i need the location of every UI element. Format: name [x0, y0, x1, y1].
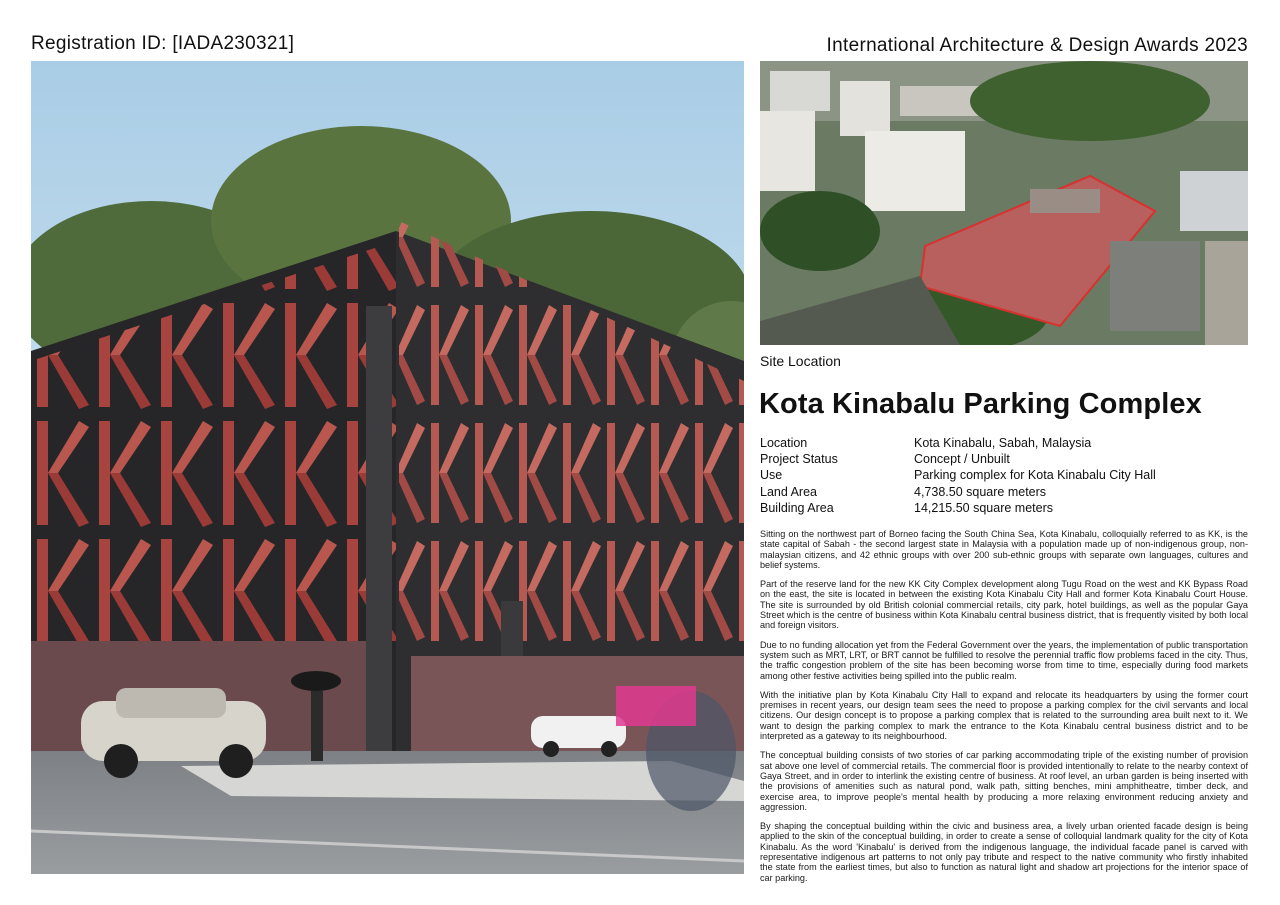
fact-row-land-area: [760, 484, 1248, 500]
project-description: [760, 529, 1248, 892]
fact-value: Kota Kinabalu, Sabah, Malaysia: [914, 436, 1092, 450]
description-paragraph: The conceptual building consists of two stories of car parking accommodating triple of the existing number of provision sat above one level of commercial retails. The commercial floor is provided intentionally to relate to the nearby context of Gaya Street, and in order to interlink the existing centre of business. At roof level, an urban garden is being inserted with the provisions of amenities such as natural pond, walk path, sitting benches, mini amphitheatre, timber deck, and exercise area, to improve people's mental health by producing a more relaxing environment reducing anxiety and aggression.: [760, 750, 1248, 812]
fact-value: 4,738.50 square meters: [914, 484, 1047, 499]
fact-label: Building Area: [760, 500, 834, 515]
fact-label: Location: [760, 436, 808, 450]
fact-label: Project Status: [760, 452, 838, 467]
fact-row-location: [760, 435, 1248, 451]
project-title: Kota Kinabalu Parking Complex: [759, 388, 1202, 420]
description-paragraph: With the initiative plan by Kota Kinabalu City Hall to expand and relocate its headquarters by using the former court premises in recent years, our design team sees the need to propose a parking complex for the civil servants and local citizens. Our design concept is to propose a parking complex that is related to the surrounding area built next to it. We want to design the parking complex to mark the entrance to the Kota Kinabalu central business district and to be interpreted as a gateway to its neighbourhood.: [760, 689, 1248, 742]
fact-row-project-status: [760, 451, 1248, 467]
registration-id: Registration ID: [IADA230321]: [31, 33, 295, 54]
fact-label: Use: [760, 468, 783, 483]
fact-label: Land Area: [760, 484, 817, 499]
fact-value: Parking complex for Kota Kinabalu City Hall: [914, 468, 1156, 483]
building-render-image: [31, 61, 744, 874]
site-location-caption: Site Location: [760, 353, 841, 369]
site-aerial-photo: [760, 61, 1248, 345]
description-paragraph: Due to no funding allocation yet from the Federal Government over the years, the implementation of public transportation system such as MRT, LRT, or BRT cannot be fulfilled to resolve the perennial traffic flow problems faced in the city. Thus, the traffic congestion problem of the site has been becoming worse from time to time, especially during food markets among other festive activities being spilled into the public realm.: [760, 639, 1248, 681]
award-title: International Architecture & Design Awards 2023: [826, 35, 1248, 56]
description-paragraph: Part of the reserve land for the new KK City Complex development along Tugu Road on the west and KK Bypass Road on the east, the site is located in between the existing Kota Kinabalu City Hall and former Kota Kinabalu Court House. The site is surrounded by old British colonial commercial retails, city park, hotel buildings, as well as the popular Gaya Street which is the centre of business within Kota Kinabalu central business district, that is frequently visited by both local and foreign visitors.: [760, 579, 1248, 631]
project-facts: [760, 435, 1248, 516]
fact-value: Concept / Unbuilt: [914, 452, 1010, 467]
description-paragraph: Sitting on the northwest part of Borneo facing the South China Sea, Kota Kinabalu, colloquially referred to as KK, is the state capital of Sabah - the second largest state in Malaysia with a population made up of non-indigenous group, non-malaysian citizens, and 42 ethnic groups with over 200 sub-ethnic groups with separate own languages, cultures and belief systems.: [760, 529, 1248, 570]
fact-row-use: [760, 467, 1248, 483]
fact-row-building-area: [760, 500, 1248, 516]
fact-value: 14,215.50 square meters: [914, 500, 1053, 515]
description-paragraph: By shaping the conceptual building within the civic and business area, a lively urban oriented facade design is being applied to the skin of the conceptual building, in order to create a sense of colloquial landmark quality for the city of Kota Kinabalu. As the word 'Kinabalu' is derived from the indigenous language, the individual facade panel is carved with representative indigenous art patterns to not only pay tribute and respect to the native community who firstly inhabited the state from the earliest times, but also to function as natural light and shadow art projections for the interior space of car parking.: [760, 821, 1248, 883]
